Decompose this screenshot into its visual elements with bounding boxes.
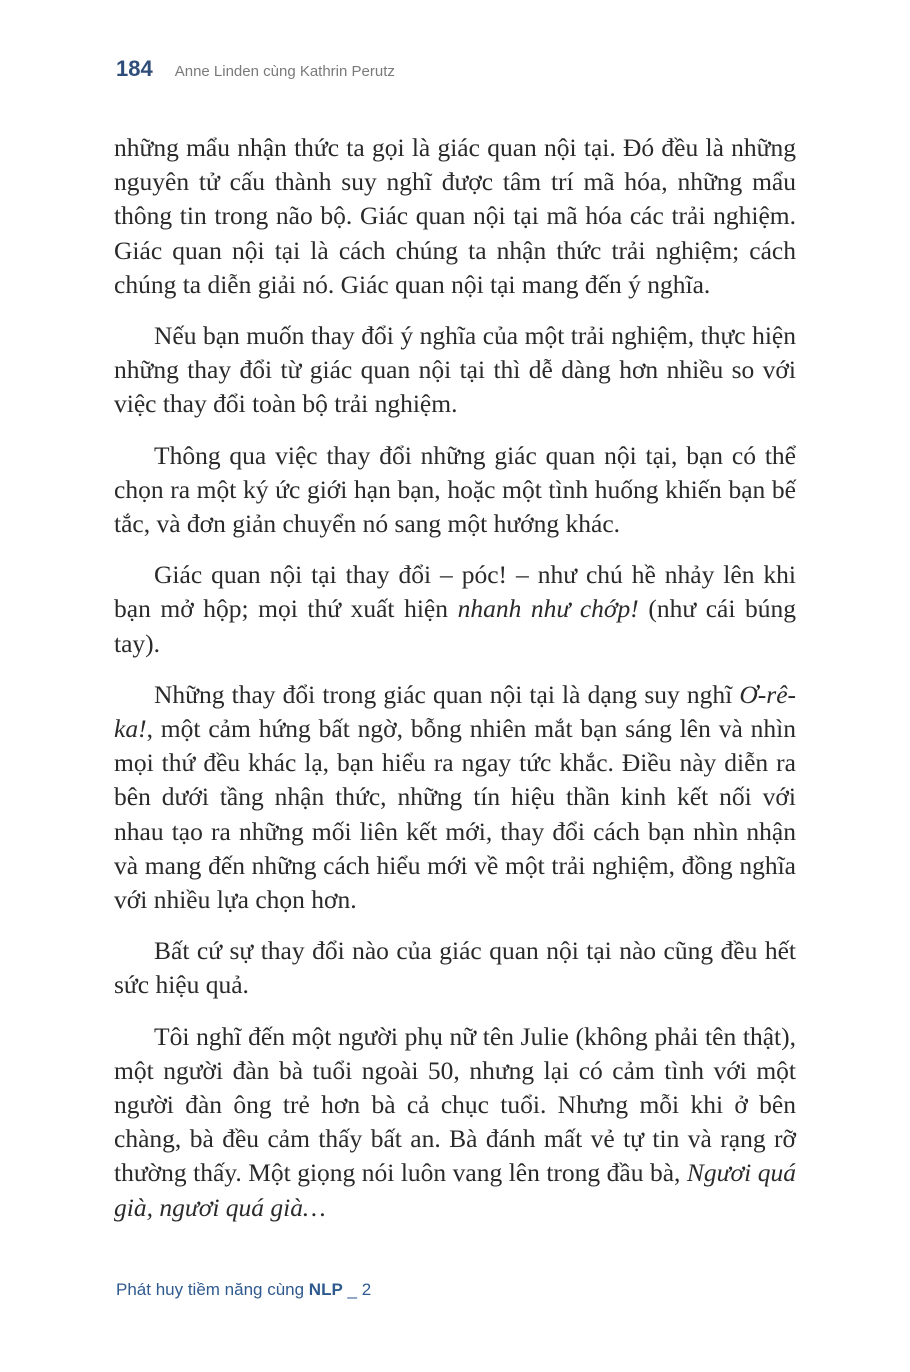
paragraph: [114, 934, 796, 1002]
page-number: 184: [116, 56, 153, 81]
running-footer: [116, 1280, 371, 1300]
running-header: [116, 56, 395, 82]
italic-text: Ngươi quá già, ngươi quá già…: [114, 1158, 796, 1222]
text-run: , một cảm hứng bất ngờ, bỗng nhiên mắt bạn sáng lên và nhìn mọi thứ đều khác lạ, bạn hiểu ra ngay tức khắc. Điều này diễn ra bên dưới tầng nhận thức, những tín hiệu thần kinh kết nối với nhau tạo ra những mối liên kết mới, thay đổi cách bạn nhìn nhận và mang đến những cách hiểu mới về một trải nghiệm, đồng nghĩa với nhiều lựa chọn hơn.: [114, 714, 796, 915]
paragraph: [114, 439, 796, 542]
text-run: Những thay đổi trong giác quan nội tại là dạng suy nghĩ: [154, 679, 740, 709]
text-run: Tôi nghĩ đến một người phụ nữ tên Julie (không phải tên thật), một người đàn bà tuổi ngoài 50, nhưng lại có cảm tình với một người đàn ông trẻ hơn bà cả chục tuổi. Nhưng mỗi khi ở bên chàng, bà đều cảm thấy bất an. Bà đánh mất vẻ tự tin và rạng rỡ thường thấy. Một giọng nói luôn vang lên trong đầu bà,: [114, 1021, 796, 1188]
italic-text: nhanh như chớp!: [457, 594, 639, 624]
text-run: Bất cứ sự thay đổi nào của giác quan nội tại nào cũng đều hết sức hiệu quả.: [114, 936, 796, 1000]
body-text: [114, 131, 796, 1242]
paragraph: [114, 319, 796, 422]
text-run: (như cái búng tay).: [114, 594, 797, 658]
paragraph: [114, 131, 796, 302]
paragraph: [114, 558, 796, 661]
text-run: Thông qua việc thay đổi những giác quan nội tại, bạn có thể chọn ra một ký ức giới hạn bạn, hoặc một tình huống khiến bạn bế tắc, và đơn giản chuyển nó sang một hướng khác.: [114, 440, 796, 539]
book-authors: Anne Linden cùng Kathrin Perutz: [174, 63, 395, 80]
italic-text: Ơ-rê-ka!: [114, 679, 796, 744]
volume-number: _ 2: [342, 1280, 372, 1299]
text-run: Nếu bạn muốn thay đổi ý nghĩa của một trải nghiệm, thực hiện những thay đổi từ giác quan nội tại thì dễ dàng hơn nhiều so với việc thay đổi toàn bộ trải nghiệm.: [114, 321, 796, 419]
series-brand: NLP: [308, 1280, 343, 1299]
series-title: Phát huy tiềm năng cùng: [116, 1280, 309, 1299]
text-run: Giác quan nội tại thay đổi – póc! – như chú hề nhảy lên khi bạn mở hộp; mọi thứ xuất hiện: [114, 560, 796, 624]
text-run: những mẩu nhận thức ta gọi là giác quan nội tại. Đó đều là những nguyên tử cấu thành suy nghĩ được tâm trí mã hóa, những mẩu thông tin trong não bộ. Giác quan nội tại mã hóa các trải nghiệm. Giác quan nội tại là cách chúng ta nhận thức trải nghiệm; cách chúng ta diễn giải nó. Giác quan nội tại mang đến ý nghĩa.: [114, 133, 796, 299]
paragraph: [114, 1020, 796, 1225]
paragraph: [114, 678, 796, 917]
